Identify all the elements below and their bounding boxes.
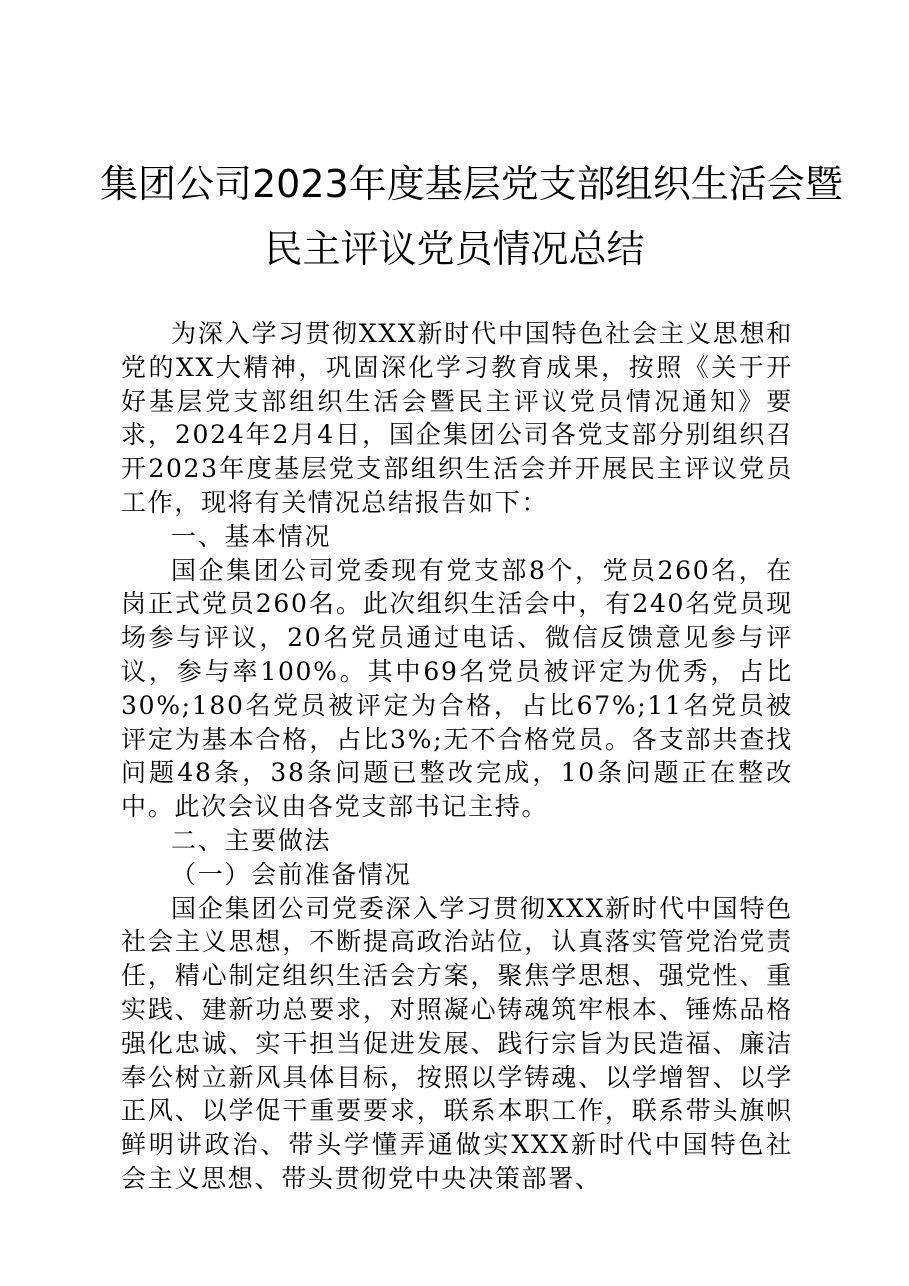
- section-2-heading: 二、主要做法: [171, 825, 332, 855]
- section-2-subheading-1: （一）会前准备情况: [171, 859, 412, 889]
- document-body: [121, 317, 793, 1196]
- section-1-paragraph: 国企集团公司党委现有党支部8个，党员260名，在岗正式党员260名。此次组织生活会中，有240名党员现场参与评议，20名党员通过电话、微信反馈意见参与评议，参与率100%。其中69名党员被评定为优秀，占比30%;180名党员被评定为合格，占比67%;11名党员被评定为基本合格，占比3%;无不合格党员。各支部共查找问题48条，38条问题已整改完成，10条问题正在整改中。此次会议由各党支部书记主持。: [121, 555, 793, 822]
- section-1-heading: 一、基本情况: [171, 521, 332, 551]
- section-2-paragraph: 国企集团公司党委深入学习贯彻XXX新时代中国特色社会主义思想，不断提高政治站位，认真落实管党治党责任，精心制定组织生活会方案，聚焦学思想、强党性、重实践、建新功总要求，对照凝心铸魂筑牢根本、锤炼品格强化忠诚、实干担当促进发展、践行宗旨为民造福、廉洁奉公树立新风具体目标，按照以学铸魂、以学增智、以学正风、以学促干重要要求，联系本职工作，联系带头旗帜鲜明讲政治、带头学懂弄通做实XXX新时代中国特色社会主义思想、带头贯彻党中央决策部署、: [121, 893, 793, 1193]
- document-title-line-2: 民主评议党员情况总结: [264, 227, 645, 271]
- intro-paragraph: 为深入学习贯彻XXX新时代中国特色社会主义思想和党的XX大精神，巩固深化学习教育成果，按照《关于开好基层党支部组织生活会暨民主评议党员情况通知》要求，2024年2月4日，国企集团公司各党支部分别组织召开2023年度基层党支部组织生活会并开展民主评议党员工作，现将有关情况总结报告如下：: [121, 319, 793, 517]
- document-title-line-1: 集团公司2023年度基层党支部组织生活会暨: [100, 162, 843, 206]
